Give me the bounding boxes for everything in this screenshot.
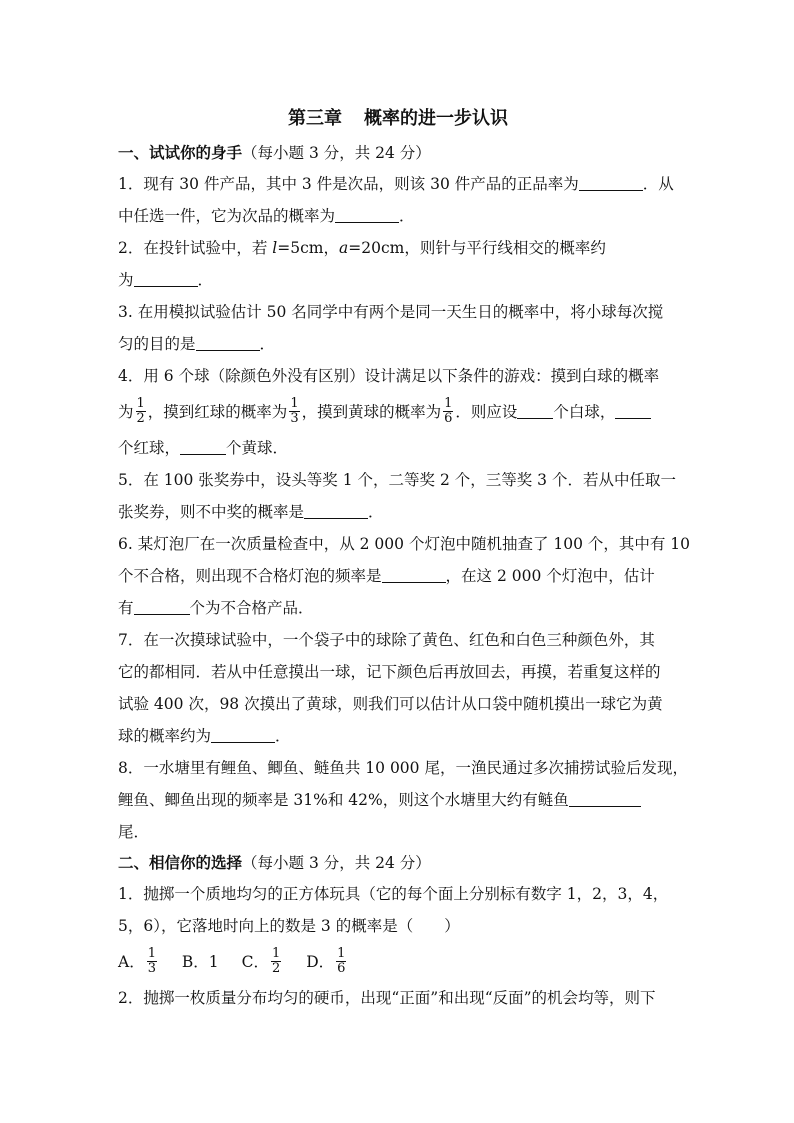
fraction-one-third: $\frac{1}{3}$ (290, 395, 299, 426)
q4-text-h: 个黄球． (226, 439, 289, 457)
q2-text-c: =20cm，则针与平行线相交的概率约 (348, 239, 606, 257)
answer-blank[interactable] (382, 566, 446, 583)
question-3-line-2 (118, 328, 678, 360)
section-1-title: 一、试试你的身手 (118, 143, 243, 162)
choice-1-line-1: 1．抛掷一个质地均匀的正方体玩具（它的每个面上分别标有数字 1，2，3，4， (118, 885, 669, 903)
answer-blank[interactable] (134, 598, 190, 615)
question-7-line-4 (118, 720, 678, 752)
q1-text-c: 中任选一件，它为次品的概率为 (118, 207, 336, 225)
q3-text-b: 匀的目的是 (118, 335, 196, 353)
q5-text-b: 张奖券，则不中奖的概率是 (118, 503, 305, 521)
question-8-line-3: 尾． (118, 823, 150, 841)
answer-blank[interactable] (615, 402, 651, 419)
q4-text-d: ，摸到黄球的概率为 (301, 403, 442, 421)
answer-blank[interactable] (335, 206, 399, 223)
answer-blank[interactable] (134, 270, 198, 287)
question-6-line-1: 6. 某灯泡厂在一次质量检查中，从 2 000 个灯泡中随机抽查了 100 个，其中有 10 (118, 535, 691, 553)
question-7-line-1: 7．在一次摸球试验中，一个袋子中的球除了黄色、红色和白色三种颜色外，其 (118, 631, 655, 649)
q4-text-c: ，摸到红球的概率为 (147, 403, 288, 421)
option-a[interactable]: A． $\frac{1}{3}$ (118, 945, 156, 976)
q7-text-e: ． (275, 727, 291, 745)
answer-blank[interactable] (517, 402, 553, 419)
fraction-one-sixth: $\frac{1}{6}$ (337, 945, 346, 976)
question-7-line-2: 它的都相同．若从中任意摸出一球，记下颜色后再放回去，再摸，若重复这样的 (118, 663, 661, 681)
q4-text-e: ．则应设 (455, 403, 518, 421)
section-1-note: （每小题 3 分，共 24 分） (242, 144, 431, 162)
choice-1-line-2: 5，6），它落地时向上的数是 3 的概率是（ ） (118, 917, 460, 935)
q2-text-a: 2．在投针试验中，若 (118, 239, 273, 257)
answer-blank[interactable] (211, 726, 275, 743)
question-1-line-1 (118, 168, 678, 200)
q1-text-b: ．从 (642, 175, 674, 193)
answer-blank[interactable] (180, 438, 226, 455)
q6-text-c: ，在这 2 000 个灯泡中，估计 (445, 567, 655, 585)
q1-text-a: 1．现有 30 件产品，其中 3 件是次品，则该 30 件产品的正品率为 (118, 175, 579, 193)
q2-var-a: a (339, 239, 349, 257)
q4-text-b: 为 (118, 403, 134, 421)
chapter-title (118, 104, 678, 134)
answer-blank[interactable] (579, 174, 643, 191)
fraction-one-half: $\frac{1}{2}$ (272, 945, 281, 976)
q4-text-g: 个红球， (118, 439, 181, 457)
option-b[interactable]: B．1 (181, 953, 219, 971)
section-2-title: 二、相信你的选择 (118, 853, 243, 872)
q2-text-d: 为 (118, 271, 134, 289)
answer-blank[interactable] (196, 334, 260, 351)
q7-text-d: 球的概率约为 (118, 727, 212, 745)
question-5-line-1: 5．在 100 张奖券中，设头等奖 1 个，二等奖 2 个，三等奖 3 个．若从中任取一 (118, 471, 676, 489)
q6-text-d: 有 (118, 599, 134, 617)
q2-var-l: l (272, 239, 278, 257)
q6-text-e: 个为不合格产品． (189, 599, 314, 617)
section-2-heading (118, 848, 678, 878)
choice-1-options (118, 942, 678, 982)
section-2-note: （每小题 3 分，共 24 分） (242, 854, 431, 872)
answer-blank[interactable] (304, 502, 368, 519)
option-d[interactable]: D． $\frac{1}{6}$ (306, 945, 346, 976)
fraction-one-half: $\frac{1}{2}$ (136, 395, 145, 426)
choice-2-line-1: 2．抛掷一枚质量分布均匀的硬币，出现“正面”和出现“反面”的机会均等，则下 (118, 989, 656, 1007)
chapter-number: 第三章 (288, 108, 342, 129)
q3-text-c: ． (259, 335, 276, 353)
q8-text-b: 鲤鱼、鲫鱼出现的频率是 31%和 42%，则这个水塘里大约有鲢鱼 (118, 791, 569, 809)
question-1-line-2 (118, 200, 678, 232)
chapter-name: 概率的进一步认识 (364, 108, 508, 129)
question-8-line-2 (118, 784, 678, 816)
q5-text-c: ． (368, 503, 384, 521)
question-2-line-2 (118, 264, 678, 296)
option-c[interactable]: C． $\frac{1}{2}$ (241, 945, 281, 976)
answer-blank[interactable] (569, 790, 641, 807)
exam-page (118, 104, 691, 1014)
fraction-one-sixth: $\frac{1}{6}$ (444, 395, 453, 426)
question-5-line-2 (118, 496, 678, 528)
question-6-line-2 (118, 560, 678, 592)
question-2-line-1 (118, 232, 678, 264)
question-6-line-3 (118, 592, 678, 624)
question-4-line-3 (118, 432, 678, 464)
question-7-line-3: 试验 400 次，98 次摸出了黄球，则我们可以估计从口袋中随机摸出一球它为黄 (118, 695, 663, 713)
q2-text-e: ． (197, 271, 214, 289)
question-8-line-1: 8．一水塘里有鲤鱼、鲫鱼、鲢鱼共 10 000 尾，一渔民通过多次捕捞试验后发现， (118, 759, 688, 777)
section-1-heading (118, 138, 678, 168)
q1-text-d: ． (399, 207, 415, 225)
question-4-line-2 (118, 392, 678, 432)
fraction-one-third: $\frac{1}{3}$ (147, 945, 156, 976)
question-3-line-1: 3. 在用模拟试验估计 50 名同学中有两个是同一天生日的概率中，将小球每次搅 (118, 303, 664, 321)
q6-text-b: 个不合格，则出现不合格灯泡的频率是 (118, 567, 382, 585)
q4-text-f: 个白球， (553, 403, 616, 421)
question-4-line-1: 4．用 6 个球（除颜色外没有区别）设计满足以下条件的游戏：摸到白球的概率 (118, 367, 660, 385)
q2-text-b: =5cm， (277, 239, 339, 257)
